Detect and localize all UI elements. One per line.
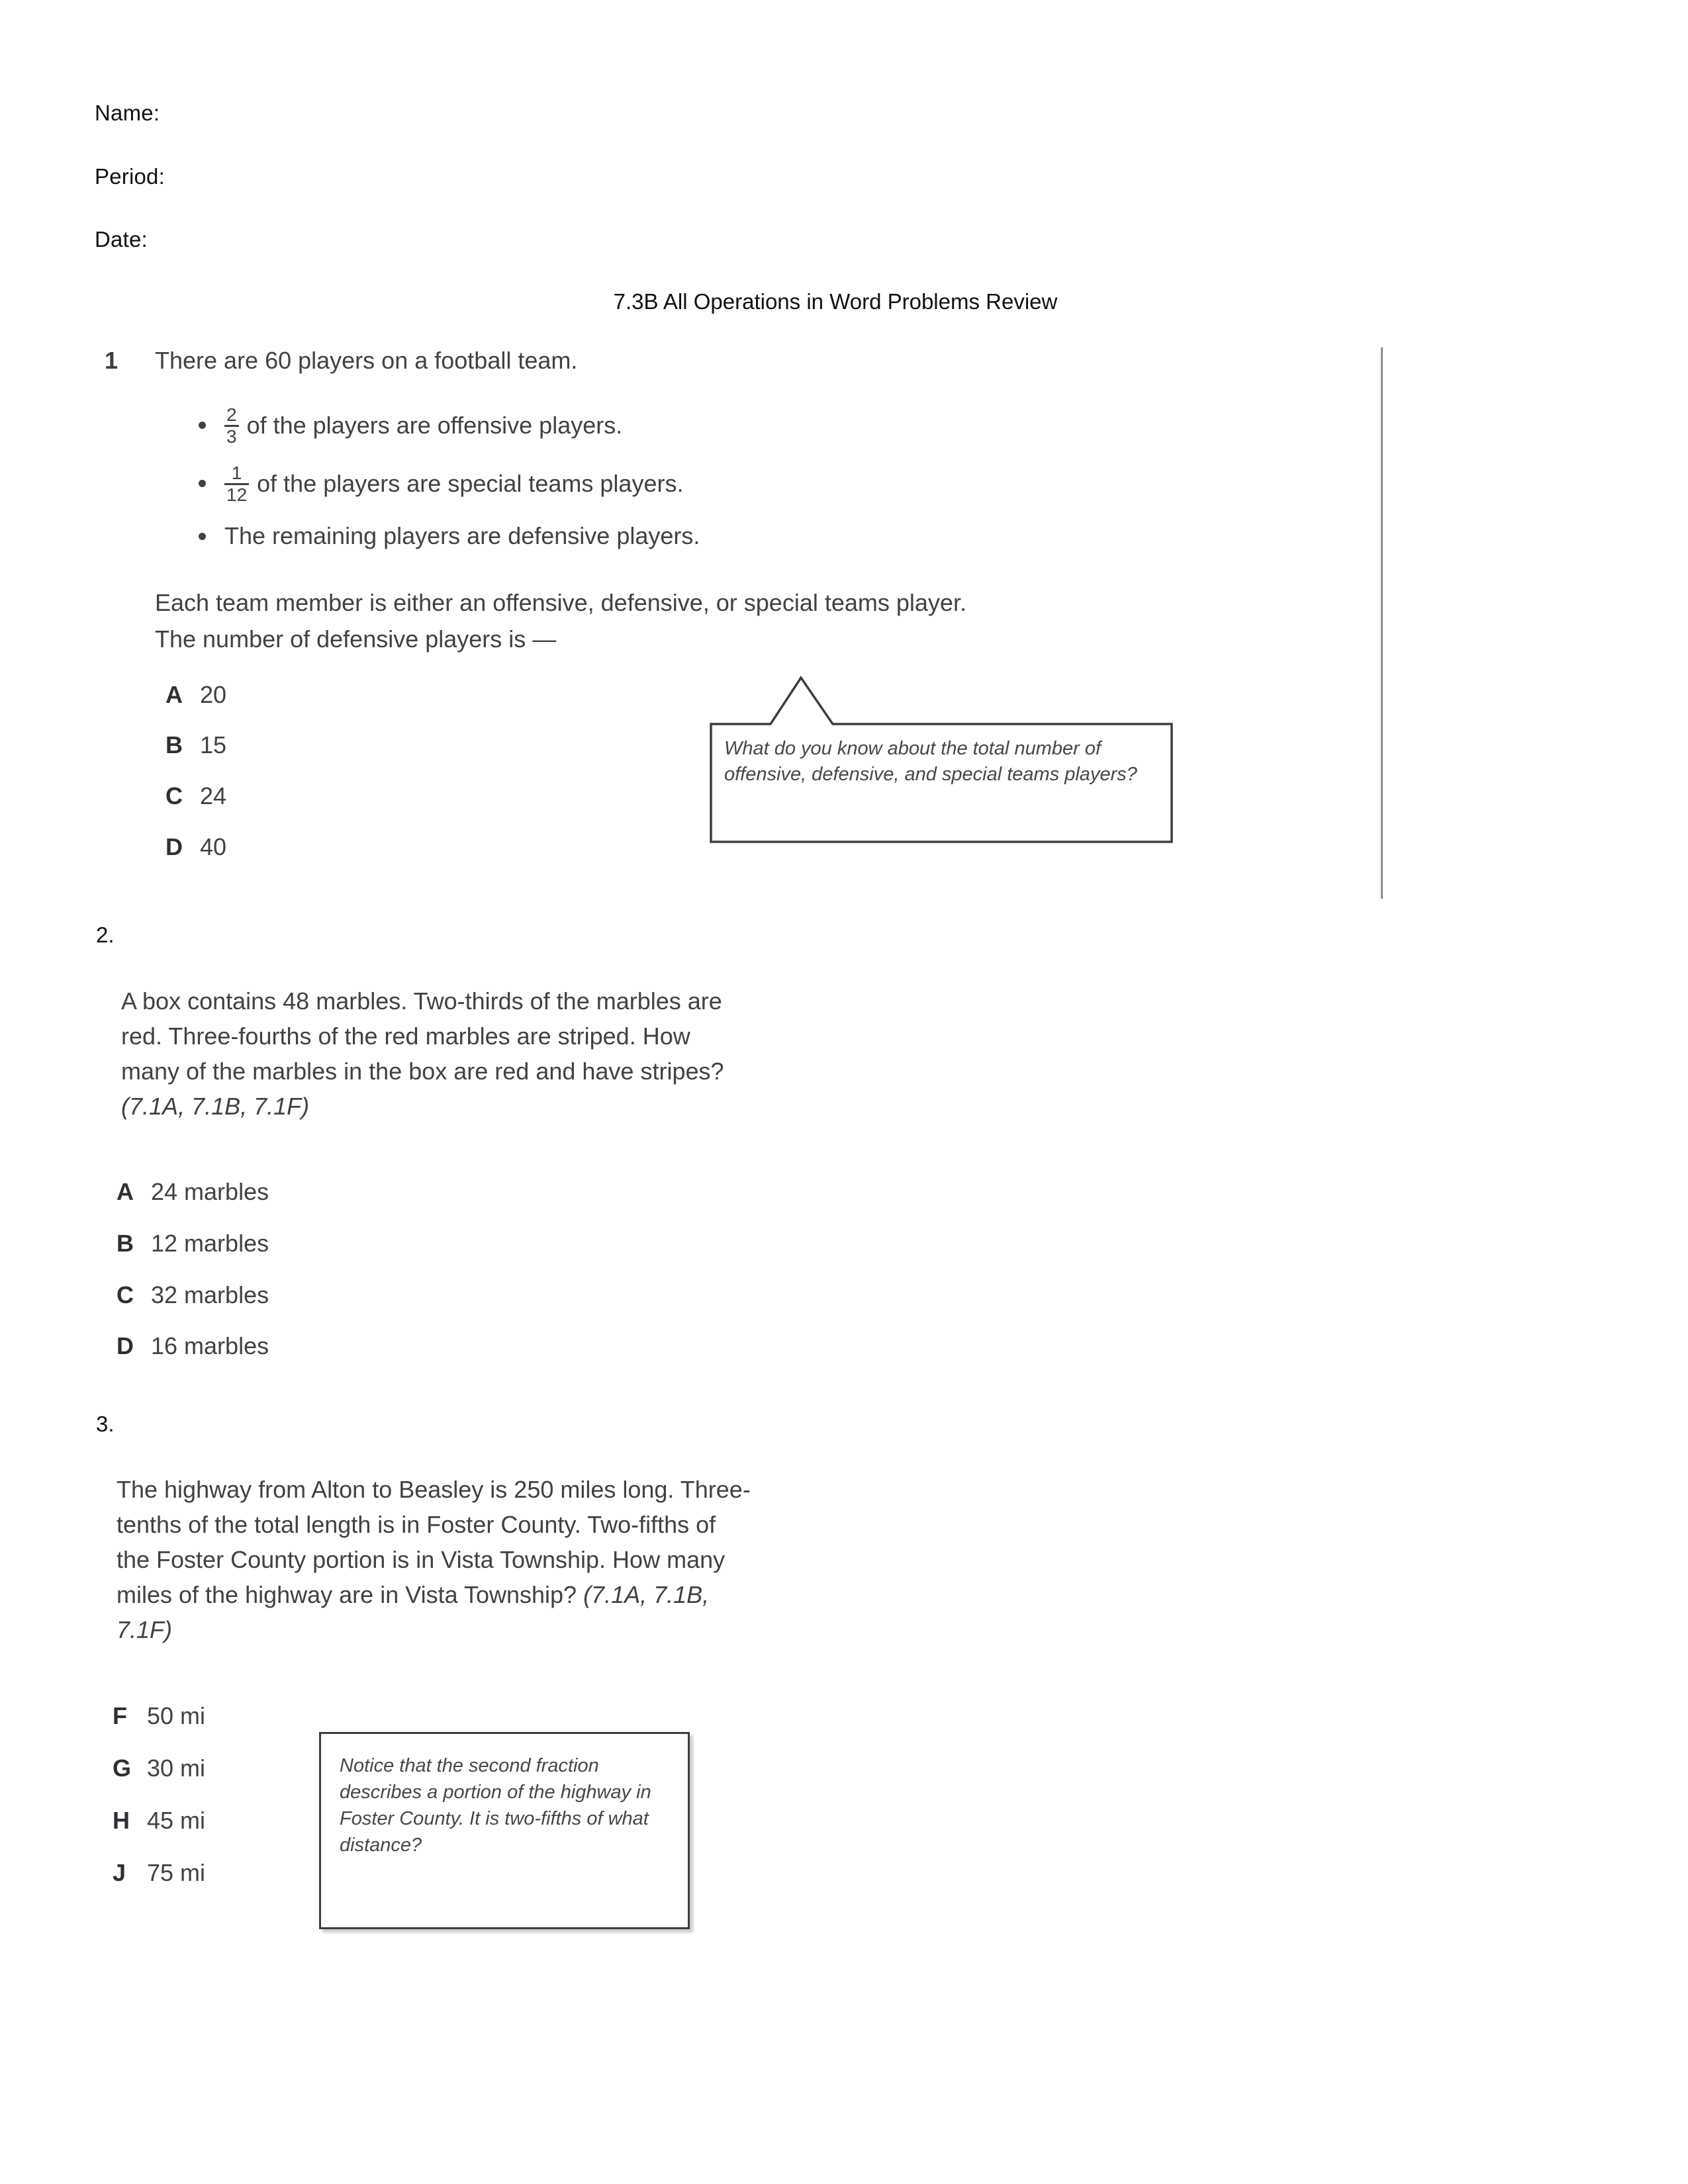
question-1-choice-d[interactable] [165,833,226,861]
question-3-teks: (7.1A, 7.1B, 7.1F) [117,1580,710,1643]
choice-text: 40 [200,833,227,860]
question-3-body [117,1473,752,1648]
question-3-hint-callout [319,1732,690,1929]
choice-text: 12 marbles [151,1230,269,1257]
question-3-hint-text: Notice that the second fraction describes a portion of the highway in Foster County. It is two-fifths of what distance? [340,1755,651,1856]
question-1-paragraph-line-1: Each team member is either an offensive, defensive, or special teams player. [155,589,966,616]
question-1-bullet-3-text: The remaining players are defensive players. [224,522,700,549]
choice-letter: A [117,1178,134,1205]
period-field-label: Period: [95,164,165,189]
question-2-choice-b[interactable] [117,1230,269,1257]
question-2-body-text: A box contains 48 marbles. Two-thirds of the marbles are red. Three-fourths of the red marbles are striped. How many of the marbles in the box are red and have stripes? [121,987,724,1085]
choice-letter: D [165,833,183,860]
choice-text: 50 mi [147,1702,206,1729]
choice-text: 45 mi [147,1807,206,1834]
bullet-dot-icon [199,533,206,540]
choice-text: 30 mi [147,1754,206,1782]
question-3-choice-j[interactable] [113,1859,205,1887]
bullet-dot-icon [199,422,206,429]
question-1-choice-a[interactable] [165,681,226,709]
question-3-number: 3. [96,1412,115,1436]
question-2-choice-d[interactable] [117,1332,269,1360]
date-field-label: Date: [95,227,148,251]
choice-text: 16 marbles [151,1332,269,1359]
question-1-hint-callout [710,672,1173,844]
fraction-denominator: 3 [226,426,237,447]
question-1-bullet-1 [199,405,622,445]
question-2-body [121,984,730,1124]
choice-text: 75 mi [147,1859,206,1886]
question-1-bullet-3 [199,522,700,550]
question-1-choice-c[interactable] [165,782,226,810]
question-1-hint-text: What do you know about the total number of offensive, defensive, and special teams players? [724,738,1137,785]
choice-letter: C [165,782,183,809]
choice-letter: J [113,1859,126,1886]
question-1-choice-b[interactable] [165,731,226,759]
question-1 [0,0,1688,860]
fraction-numerator: 2 [226,404,237,425]
fraction-two-thirds [224,406,239,446]
page-title [0,289,1688,314]
question-2-choice-c[interactable] [117,1281,269,1309]
choice-text: 24 marbles [151,1178,269,1205]
fraction-one-twelfth [224,464,249,504]
question-1-bullet-1-text: of the players are offensive players. [246,411,623,439]
choice-letter: B [117,1230,134,1257]
choice-letter: F [113,1702,127,1729]
choice-text: 24 [200,782,227,809]
question-3-choice-h[interactable] [113,1807,205,1835]
fraction-numerator: 1 [231,463,242,483]
choice-letter: C [117,1281,134,1308]
choice-letter: G [113,1754,132,1782]
vertical-rule-divider [1381,347,1383,899]
question-1-number: 1 [105,347,118,374]
choice-letter: D [117,1332,134,1359]
name-field-label: Name: [95,101,160,125]
choice-text: 15 [200,731,227,758]
question-2-teks: (7.1A, 7.1B, 7.1F) [121,1092,310,1120]
question-3-body-text: The highway from Alton to Beasley is 250 miles long. Three-tenths of the total length is in Foster County. Two-fifths of the Foster County portion is in Vista Township. How many miles of the highway are in Vista Township? [117,1476,751,1608]
choice-text: 20 [200,681,227,708]
bullet-dot-icon [199,480,206,487]
fraction-denominator: 12 [226,484,248,505]
question-1-bullet-2 [199,463,683,504]
question-1-paragraph-line-2: The number of defensive players is — [155,625,557,653]
question-3-choice-f[interactable] [113,1702,205,1730]
choice-text: 32 marbles [151,1281,269,1308]
question-1-stem: There are 60 players on a football team. [155,347,578,374]
choice-letter: H [113,1807,130,1834]
question-2-number: 2. [96,923,115,947]
question-2-choice-a[interactable] [117,1178,269,1206]
question-3-choice-g[interactable] [113,1754,205,1782]
page-title-text: 7.3B All Operations in Word Problems Review [613,289,1058,314]
choice-letter: A [165,681,183,708]
choice-letter: B [165,731,183,758]
question-1-bullet-2-text: of the players are special teams players. [257,469,684,497]
